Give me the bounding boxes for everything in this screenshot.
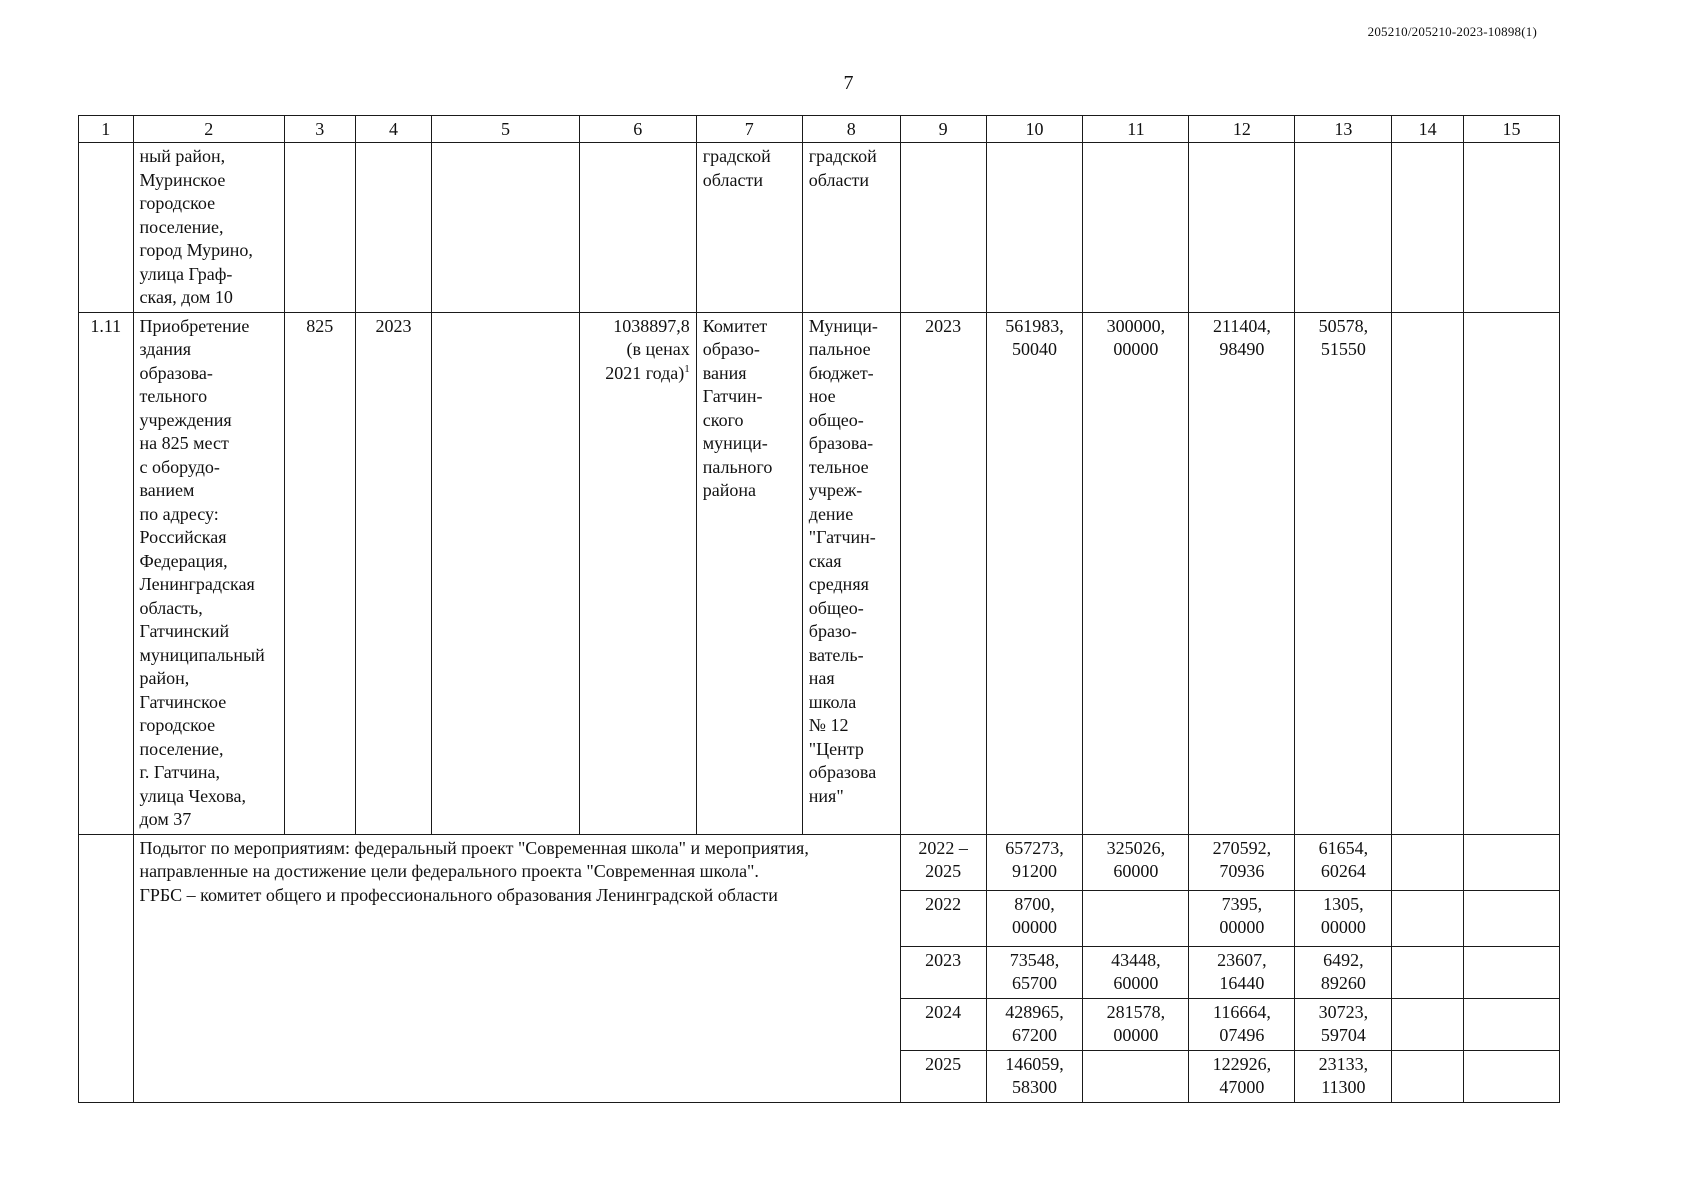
cell-customer: градской области bbox=[696, 143, 802, 313]
subtotal-federal bbox=[1083, 1050, 1189, 1102]
cell-period: 2023 bbox=[900, 312, 986, 834]
subtotal-federal: 281578, 00000 bbox=[1083, 998, 1189, 1050]
subtotal-regional: 7395, 00000 bbox=[1189, 890, 1295, 946]
cell-local: 50578, 51550 bbox=[1295, 312, 1392, 834]
cell-15 bbox=[1463, 312, 1559, 834]
cell-5 bbox=[432, 312, 579, 834]
cell-recipient: Муници- пальное бюджет- ное общео- бразова- тельное учреж- дение "Гатчин- ская средняя общео- бразо- ватель- ная школа № 12 "Центр образова ния" bbox=[802, 312, 900, 834]
table-row-continued bbox=[79, 143, 1560, 313]
cell-14 bbox=[1392, 312, 1464, 834]
cell-13 bbox=[1295, 143, 1392, 313]
subtotal-local: 6492, 89260 bbox=[1295, 946, 1392, 998]
cell-customer: Комитет образо- вания Гатчин- ского муници- пального района bbox=[696, 312, 802, 834]
subtotal-col14 bbox=[1392, 946, 1464, 998]
subtotal-col14 bbox=[1392, 1050, 1464, 1102]
page-number: 7 bbox=[843, 72, 854, 94]
subtotal-local: 61654, 60264 bbox=[1295, 834, 1392, 890]
table-row-1-11 bbox=[79, 312, 1560, 834]
subtotal-period: 2022 bbox=[900, 890, 986, 946]
cell-3 bbox=[284, 143, 355, 313]
subtotal-regional: 23607, 16440 bbox=[1189, 946, 1295, 998]
cell-capacity: 825 bbox=[284, 312, 355, 834]
cost-footnote: 1 bbox=[684, 362, 690, 375]
cell-year: 2023 bbox=[355, 312, 432, 834]
subtotal-col14 bbox=[1392, 998, 1464, 1050]
subtotal-total: 657273, 91200 bbox=[986, 834, 1083, 890]
header-col-10: 10 bbox=[986, 116, 1083, 143]
cell-11 bbox=[1083, 143, 1189, 313]
subtotal-period: 2023 bbox=[900, 946, 986, 998]
header-col-3: 3 bbox=[284, 116, 355, 143]
cell-9 bbox=[900, 143, 986, 313]
subtotal-period: 2024 bbox=[900, 998, 986, 1050]
subtotal-federal bbox=[1083, 890, 1189, 946]
cell-cost bbox=[579, 312, 696, 834]
cell-4 bbox=[355, 143, 432, 313]
subtotal-local: 23133, 11300 bbox=[1295, 1050, 1392, 1102]
subtotal-local: 30723, 59704 bbox=[1295, 998, 1392, 1050]
subtotal-row bbox=[79, 834, 1560, 890]
cell-14 bbox=[1392, 143, 1464, 313]
subtotal-regional: 122926, 47000 bbox=[1189, 1050, 1295, 1102]
subtotal-total: 73548, 65700 bbox=[986, 946, 1083, 998]
subtotal-col14 bbox=[1392, 834, 1464, 890]
header-col-2: 2 bbox=[133, 116, 284, 143]
cell-5 bbox=[432, 143, 579, 313]
header-row bbox=[79, 116, 1560, 143]
subtotal-local: 1305, 00000 bbox=[1295, 890, 1392, 946]
subtotal-col15 bbox=[1463, 946, 1559, 998]
header-col-6: 6 bbox=[579, 116, 696, 143]
subtotal-col14 bbox=[1392, 890, 1464, 946]
header-col-12: 12 bbox=[1189, 116, 1295, 143]
cell-10 bbox=[986, 143, 1083, 313]
subtotal-total: 428965, 67200 bbox=[986, 998, 1083, 1050]
cell-regional: 211404, 98490 bbox=[1189, 312, 1295, 834]
subtotal-col15 bbox=[1463, 890, 1559, 946]
header-col-9: 9 bbox=[900, 116, 986, 143]
subtotal-label: Подытог по мероприятиям: федеральный проект "Современная школа" и мероприятия, направленные на достижение цели федерального проекта "Современная школа". ГРБС – комитет общего и профессионального образования Ленинградской области bbox=[133, 834, 900, 1102]
subtotal-total: 8700, 00000 bbox=[986, 890, 1083, 946]
cost-value: 1038897,8 bbox=[613, 315, 690, 336]
cell-num bbox=[79, 143, 134, 313]
subtotal-period: 2022 – 2025 bbox=[900, 834, 986, 890]
subtotal-regional: 116664, 07496 bbox=[1189, 998, 1295, 1050]
document-id: 205210/205210-2023-10898(1) bbox=[1367, 24, 1537, 39]
header-col-8: 8 bbox=[802, 116, 900, 143]
header-col-14: 14 bbox=[1392, 116, 1464, 143]
subtotal-period: 2025 bbox=[900, 1050, 986, 1102]
cost-note: (в ценах 2021 года) bbox=[605, 339, 690, 383]
subtotal-col15 bbox=[1463, 834, 1559, 890]
header-col-5: 5 bbox=[432, 116, 579, 143]
program-table bbox=[78, 115, 1560, 1103]
subtotal-col15 bbox=[1463, 1050, 1559, 1102]
cell-total: 561983, 50040 bbox=[986, 312, 1083, 834]
subtotal-num-cell bbox=[79, 834, 134, 1102]
header-col-11: 11 bbox=[1083, 116, 1189, 143]
subtotal-federal: 325026, 60000 bbox=[1083, 834, 1189, 890]
header-col-4: 4 bbox=[355, 116, 432, 143]
subtotal-total: 146059, 58300 bbox=[986, 1050, 1083, 1102]
cell-12 bbox=[1189, 143, 1295, 313]
cell-name: ный район, Муринское городское поселение, город Мурино, улица Граф- ская, дом 10 bbox=[133, 143, 284, 313]
cell-num: 1.11 bbox=[79, 312, 134, 834]
subtotal-regional: 270592, 70936 bbox=[1189, 834, 1295, 890]
cell-recipient: градской области bbox=[802, 143, 900, 313]
header-col-13: 13 bbox=[1295, 116, 1392, 143]
cell-federal: 300000, 00000 bbox=[1083, 312, 1189, 834]
header-col-15: 15 bbox=[1463, 116, 1559, 143]
subtotal-col15 bbox=[1463, 998, 1559, 1050]
cell-15 bbox=[1463, 143, 1559, 313]
cell-name: Приобретение здания образова- тельного учреждения на 825 мест с оборудо- ванием по адресу: Российская Федерация, Ленинградская область, Гатчинский муниципальный район, Гатчинское городское поселение, г. Гатчина, улица Чехова, дом 37 bbox=[133, 312, 284, 834]
subtotal-federal: 43448, 60000 bbox=[1083, 946, 1189, 998]
cell-6 bbox=[579, 143, 696, 313]
header-col-7: 7 bbox=[696, 116, 802, 143]
header-col-1: 1 bbox=[79, 116, 134, 143]
